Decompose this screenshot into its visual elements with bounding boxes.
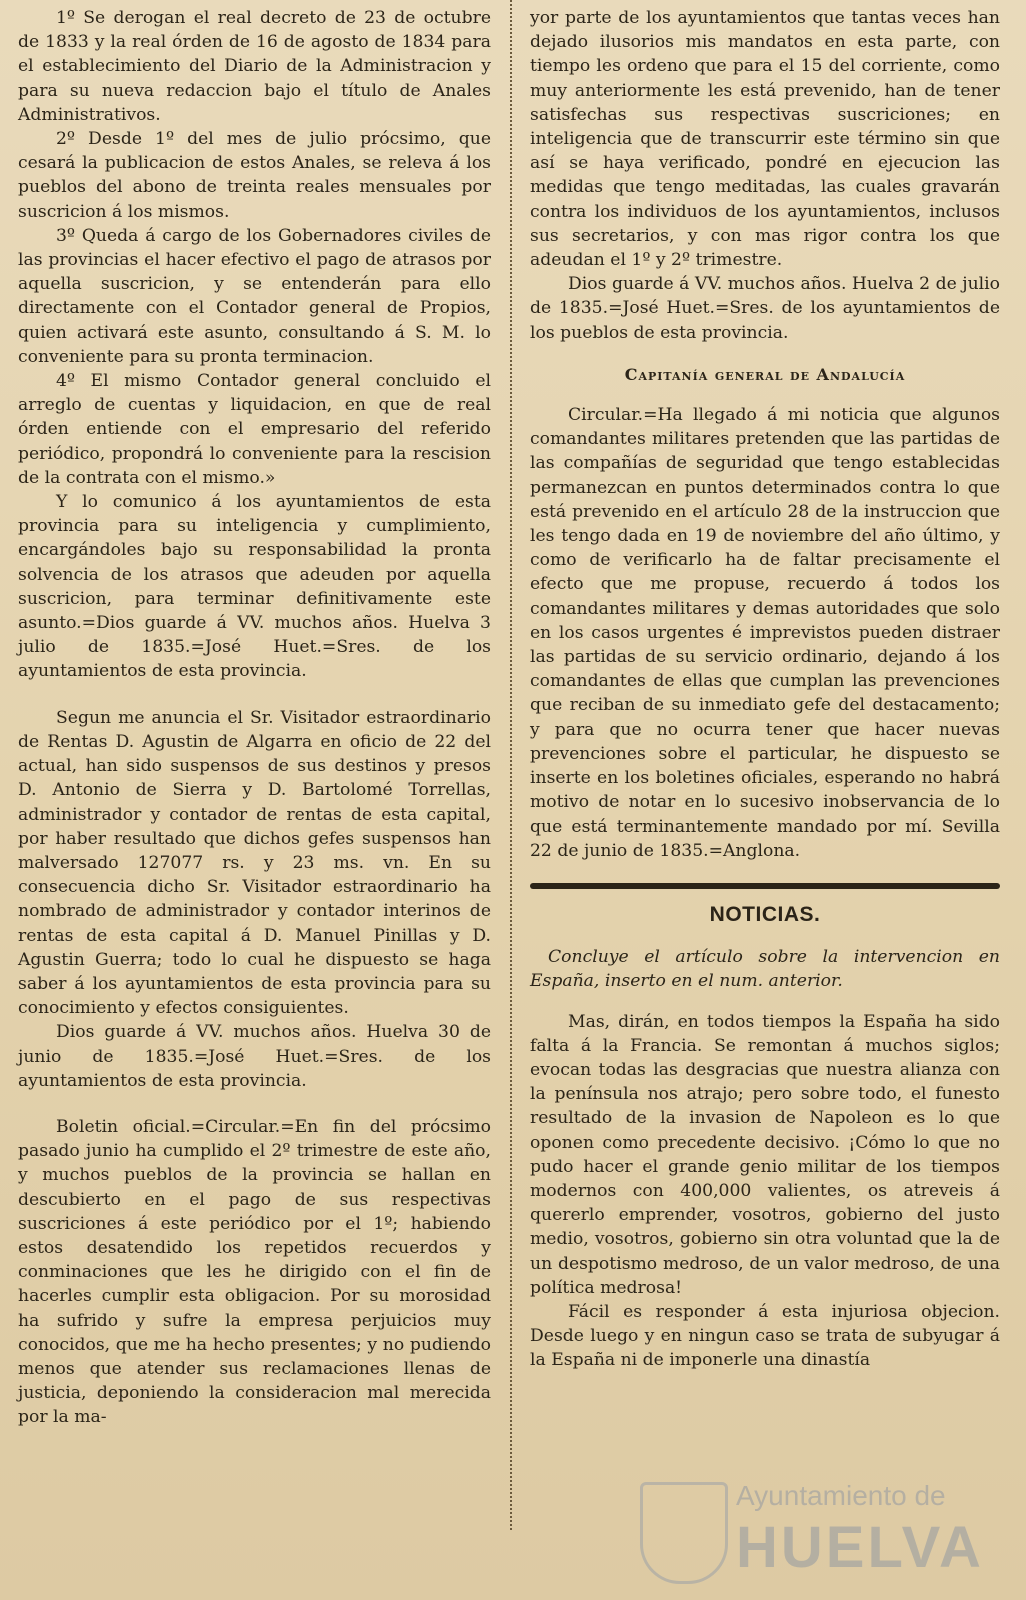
article-paragraph: Y lo comunico á los ayuntamientos de esta provincia para su inteligencia y cumplimiento, encargándoles bajo su responsabilidad la pronta solvencia de los atrasos que adeuden por aquella suscricion, para terminar definitivamente este asunto.=Dios guarde á VV. muchos años. Huelva 3 julio de 1835.=José Huet.=Sres. de los ayuntamientos de esta provincia. [18,492,491,682]
article-paragraph: 2º Desde 1º del mes de julio prócsimo, que cesará la publicacion de estos Anales, se releva á los pueblos del abono de treinta reales mensuales por suscricion á los mismos. [18,129,491,222]
article-paragraph: Segun me anuncia el Sr. Visitador estraordinario de Rentas D. Agustin de Algarra en oficio de 22 del actual, han sido suspensos de sus destinos y presos D. Antonio de Sierra y D. Bartolomé Torrellas, administrador y contador de rentas de esta capital, por haber resultado que dichos gefes suspensos han malversado 127077 rs. y 23 ms. vn. En su consecuencia dicho Sr. Visitador estraordinario ha nombrado de administrador y contador interinos de rentas de esta capital á D. Manuel Pinillas y D. Agustin Guerra; todo lo cual he dispuesto se haga saber á los ayuntamientos de esta provincia para su conocimiento y efectos consiguientes. [18,707,491,1019]
article-paragraph: 3º Queda á cargo de los Gobernadores civiles de las provincias el hacer efectivo el pago de atrasos por aquella suscricion, y se entenderán para ello directamente con el Contador general de Propios, quien activará este asunto, consultando á S. M. lo conveniente para su pronta terminacion. [18,225,491,367]
right-column [530,6,1000,1373]
paragraph-gap [18,684,491,706]
news-paragraph: Mas, dirán, en todos tiempos la España ha sido falta á la Francia. Se remontan á muchos siglos; evocan todas las desgracias que nuestra alianza con la península nos atrajo; pero sobre todo, el funesto resultado de la invasion de Napoleon es lo que oponen como precedente decisivo. ¡Cómo lo que no pudo hacer el grande genio militar de los tiempos modernos con 400,000 valientes, os atreveis á quererlo emprender, vosotros, gobierno del justo medio, vosotros, gobierno sin otra voluntad que la de un despotismo medroso, de un valor medroso, de una política medrosa! [530,1011,1000,1298]
news-title: NOTICIAS. [709,902,821,926]
watermark-line1: Ayuntamiento de [736,1480,946,1511]
paragraph-gap [18,1093,491,1115]
article-paragraph: Boletin oficial.=Circular.=En fin del prócsimo pasado junio ha cumplido el 2º trimestre de este año, y muchos pueblos de la provincia se hallan en descubierto en el pago de sus respectivas suscriciones á este periódico por el 1º; habiendo estos desatendido los repetidos recuerdos y conminaciones que les he dirigido con el fin de hacerles cumplir esta obligacion. Por su morosidad ha sufrido y sufre la empresa perjuicios muy conocidos, que me ha hecho presentes; y no pudiendo menos que atender sus reclamaciones llenas de justicia, deponiendo la consideracion mal merecida por la ma- [18,1116,491,1428]
left-column [18,6,491,1430]
column-divider [510,0,512,1530]
article-paragraph: 1º Se derogan el real decreto de 23 de octubre de 1833 y la real órden de 16 de agosto de 1834 para el establecimiento del Diario de la Administracion y para su nueva redaccion bajo el título de Anales Administrativos. [18,8,491,125]
article-paragraph: yor parte de los ayuntamientos que tantas veces han dejado ilusorios mis mandatos en esta parte, con tiempo les ordeno que para el 15 del corriente, como muy anteriormente les está prevenido, han de tener satisfechas sus respectivas suscriciones; en inteligencia que de transcurrir este término sin que así se haya verificado, pondré en ejecucion las medidas que tengo meditadas, las cuales gravarán contra los individuos de los ayuntamientos, inclusos sus secretarios, y con mas rigor contra los que adeudan el 1º y 2º trimestre. [530,8,1000,271]
news-paragraph: Fácil es responder á esta injuriosa objecion. Desde luego y en ningun caso se trata de subyugar á la España ni de imponerle una dinastía [530,1301,1000,1371]
ayuntamiento-watermark [640,1478,1000,1588]
article-paragraph: Dios guarde á VV. muchos años. Huelva 2 de julio de 1835.=José Huet.=Sres. de los ayuntamientos de los pueblos de esta provincia. [530,274,1000,343]
circular-paragraph: Circular.=Ha llegado á mi noticia que algunos comandantes militares pretenden que las partidas de las compañías de seguridad que tengo establecidas permanezcan en puntos determinados contra lo que está prevenido en el artículo 28 de la instruccion que les tengo dada en 19 de noviembre del año último, y como de verificarlo ha de faltar precisamente el efecto que me propuse, recuerdo á todos los comandantes militares y demas autoridades que solo en los casos urgentes é imprevistos pueden distraer las partidas de su servicio ordinario, dejando á los comandantes de ellas que cumplan las prevenciones que reciban de su inmediato gefe del destacamento; y para que no ocurra tener que hacer nuevas prevenciones sobre el particular, he dispuesto se inserte en los boletines oficiales, esperando no habrá motivo de notar en lo sucesivo inobservancia de lo que está terminantemente mandado por mí. Sevilla 22 de junio de 1835.=Anglona. [530,405,1000,861]
article-paragraph: 4º El mismo Contador general concluido el arreglo de cuentas y liquidacion, en que de real órden entiende con el empresario del referido periódico, propondrá lo conveniente para la rescision de la contrata con el mismo.» [18,371,491,488]
watermark-line2: HUELVA [736,1515,984,1580]
coat-of-arms-icon [640,1482,728,1584]
section-heading: Capitanía general de Andalucía [624,364,906,384]
section-rule [530,883,1000,889]
article-paragraph: Dios guarde á VV. muchos años. Huelva 30 de junio de 1835.=José Huet.=Sres. de los ayuntamientos de esta provincia. [18,1022,491,1091]
news-subtitle: Concluye el artículo sobre la intervencion en España, inserto en el num. anterior. [530,947,1000,992]
